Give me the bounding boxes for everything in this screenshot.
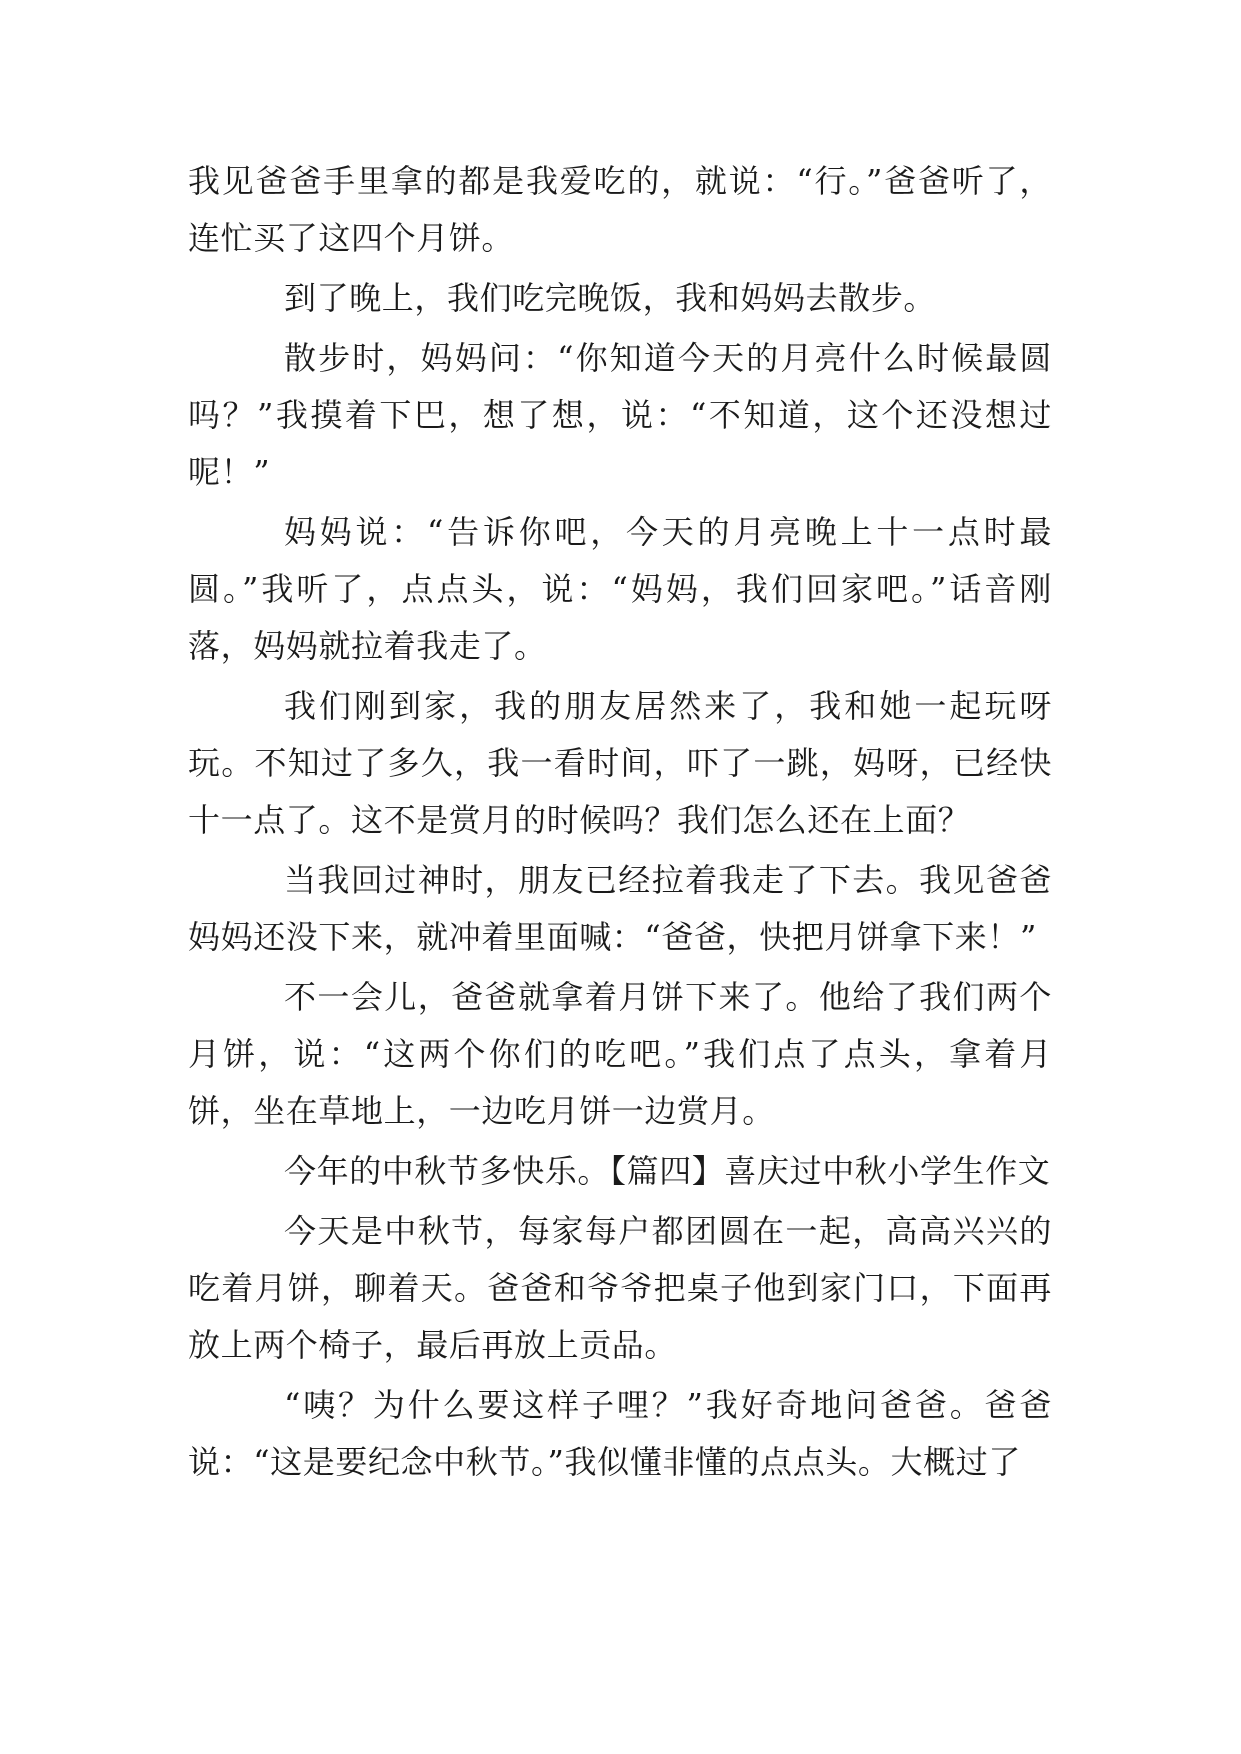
paragraph: 妈妈说：“告诉你吧，今天的月亮晚上十一点时最圆。”我听了，点点头，说：“妈妈，我们回家吧。”话音刚落，妈妈就拉着我走了。 bbox=[188, 513, 1052, 665]
paragraph: 不一会儿，爸爸就拿着月饼下来了。他给了我们两个月饼，说：“这两个你们的吃吧。”我们点了点头，拿着月饼，坐在草地上，一边吃月饼一边赏月。 bbox=[188, 978, 1052, 1130]
paragraph: 我见爸爸手里拿的都是我爱吃的，就说：“行。”爸爸听了，连忙买了这四个月饼。 bbox=[188, 162, 1052, 257]
paragraph: 我们刚到家，我的朋友居然来了，我和她一起玩呀玩。不知过了多久，我一看时间，吓了一跳，妈呀，已经快十一点了。这不是赏月的时候吗？我们怎么还在上面？ bbox=[188, 687, 1052, 839]
paragraph: “咦？为什么要这样子哩？”我好奇地问爸爸。爸爸说：“这是要纪念中秋节。”我似懂非懂的点点头。大概过了 bbox=[188, 1386, 1052, 1481]
paragraph: 散步时，妈妈问：“你知道今天的月亮什么时候最圆吗？”我摸着下巴，想了想，说：“不知道，这个还没想过呢！” bbox=[188, 339, 1052, 491]
document-body bbox=[188, 153, 1052, 1494]
paragraph: 今天是中秋节，每家每户都团圆在一起，高高兴兴的吃着月饼，聊着天。爸爸和爷爷把桌子他到家门口，下面再放上两个椅子，最后再放上贡品。 bbox=[188, 1212, 1052, 1364]
paragraph: 到了晚上，我们吃完晚饭，我和妈妈去散步。 bbox=[284, 279, 937, 317]
section-heading-paragraph: 今年的中秋节多快乐。【篇四】喜庆过中秋小学生作文 bbox=[284, 1152, 1051, 1190]
paragraph: 当我回过神时，朋友已经拉着我走了下去。我见爸爸妈妈还没下来，就冲着里面喊：“爸爸，快把月饼拿下来！” bbox=[188, 861, 1052, 956]
